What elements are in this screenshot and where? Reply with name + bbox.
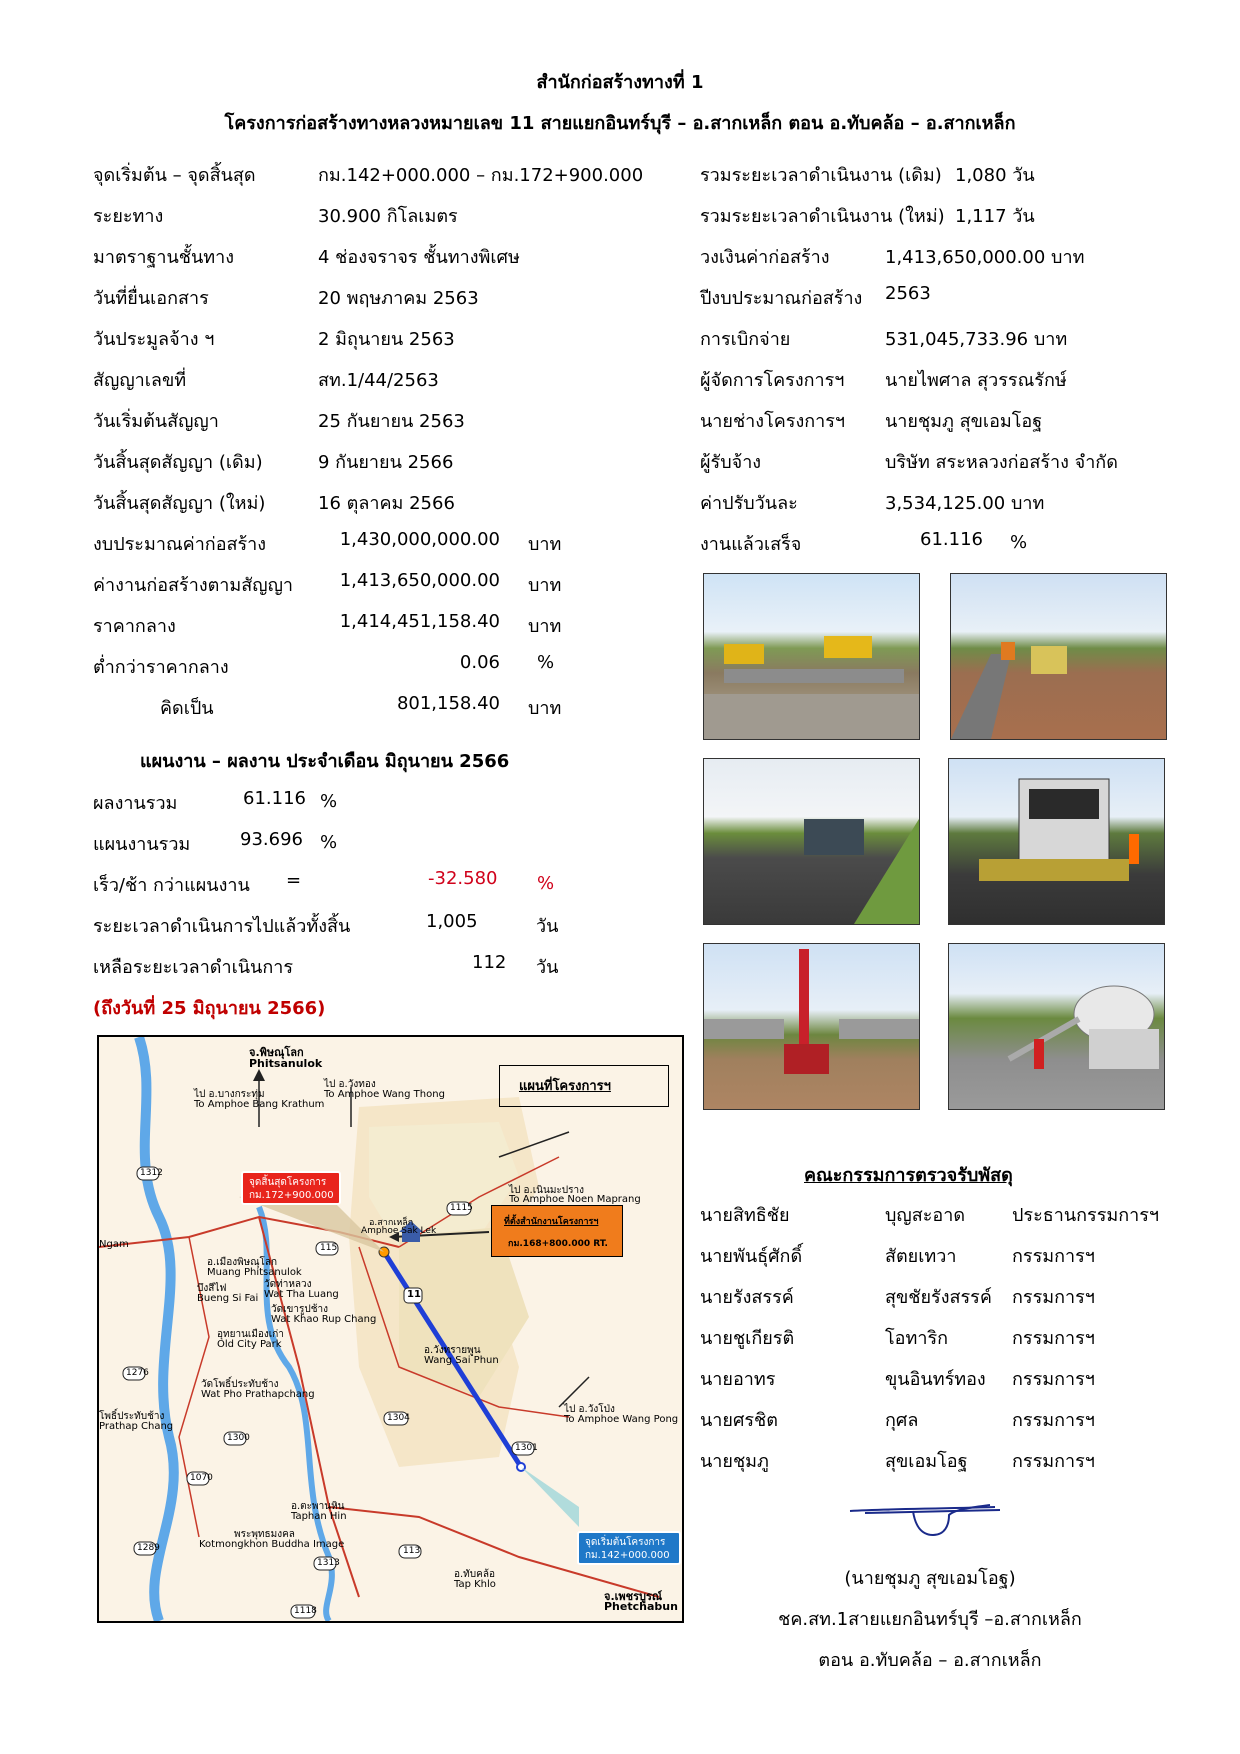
route-shield: 115 [320, 1243, 338, 1253]
elapsed-label: ระยะเวลาดำเนินการไปแล้วทั้งสิ้น [93, 916, 351, 937]
info-value: 531,045,733.96 บาท [885, 329, 1068, 350]
elapsed-value: 1,005 [426, 911, 478, 932]
info-label: วงเงินค่าก่อสร้าง [700, 247, 830, 268]
info-label: วันเริ่มต้นสัญญา [93, 411, 219, 432]
old-city-en: Old City Park [217, 1339, 282, 1350]
remain-unit: วัน [536, 957, 559, 978]
wat-tha-luang-en: Wat Tha Luang [264, 1289, 339, 1300]
end-point-km: กม.172+900.000 [249, 1190, 334, 1201]
info-label: นายช่างโครงการฯ [700, 411, 846, 432]
bueng-th: บึงสีไฟ [197, 1283, 227, 1294]
diff-label: เร็ว/ช้า กว่าแผนงาน [93, 875, 250, 896]
info-value: กม.142+000.000 – กม.172+900.000 [318, 165, 644, 186]
signer-name: (นายชุมภู สุขเอมโอฐ) [844, 1568, 1016, 1589]
south-province-th: จ.เพชรบูรณ์ [604, 1590, 663, 1603]
info-label: มาตราฐานชั้นทาง [93, 247, 235, 268]
start-point-badge [577, 1531, 681, 1565]
wang-sai-th: อ.วังทรายพูน [424, 1345, 481, 1356]
info-value: 2563 [885, 283, 931, 304]
money-unit: บาท [528, 616, 562, 637]
money-value: 801,158.40 [396, 693, 500, 714]
member-last-name: บุญสะอาด [885, 1205, 966, 1226]
member-role: กรรมการฯ [1012, 1451, 1095, 1472]
money-value: 1,414,451,158.40 [339, 611, 500, 632]
end-point-label: จุดสิ้นสุดโครงการ [249, 1177, 327, 1188]
member-role: กรรมการฯ [1012, 1246, 1095, 1267]
info-value: 1,117 วัน [955, 206, 1035, 227]
member-last-name: สุขชัยรังสรรค์ [885, 1287, 992, 1308]
site-photo-paver [948, 758, 1165, 925]
signer-position: ชค.สท.1สายแยกอินทร์บุรี –อ.สากเหล็ก [778, 1609, 1082, 1630]
info-value: 4 ช่องจราจร ชั้นทางพิเศษ [318, 247, 520, 268]
office-location-km: กม.168+800.000 RT. [508, 1239, 608, 1249]
remain-label: เหลือระยะเวลาดำเนินการ [93, 957, 294, 978]
member-role: กรรมการฯ [1012, 1328, 1095, 1349]
site-photo-asphalt-spray [703, 758, 920, 925]
wat-tha-luang-th: วัดท่าหลวง [264, 1279, 312, 1290]
taphan-th: อ.ตะพานหิน [291, 1501, 345, 1512]
info-value: นายไพศาล สุวรรณรักษ์ [885, 370, 1067, 391]
route-shield: 1301 [515, 1443, 538, 1453]
info-label: สัญญาเลขที่ [93, 370, 187, 391]
route-shield: 1312 [140, 1168, 163, 1178]
plan-value: 93.696 [240, 829, 303, 850]
pho-prathap-en: Prathap Chang [99, 1421, 174, 1432]
bueng-en: Bueng Si Fai [197, 1293, 259, 1304]
project-map [97, 1035, 684, 1623]
dir-wang-thong-th: ไป อ.วังทอง [324, 1079, 376, 1090]
wat-khao-th: วัดเขารูปช้าง [271, 1304, 328, 1315]
map-title-box [499, 1065, 669, 1107]
tapkhlo-th: อ.ทับคล้อ [454, 1569, 495, 1580]
muang-en: Muang Phitsanulok [207, 1267, 302, 1278]
member-first-name: นายพันธุ์ศักดิ์ [700, 1246, 803, 1267]
dir-noen-maprang-en: To Amphoe Noen Maprang [509, 1194, 641, 1205]
member-first-name: นายสิทธิชัย [700, 1205, 790, 1226]
info-label: รวมระยะเวลาดำเนินงาน (ใหม่) [700, 206, 945, 227]
buddha-en: Kotmongkhon Buddha Image [199, 1539, 345, 1550]
info-value: 1,413,650,000.00 บาท [885, 247, 1085, 268]
member-last-name: ขุนอินทร์ทอง [885, 1369, 986, 1390]
handwritten-signature [845, 1495, 1005, 1540]
route-shield: 113 [403, 1546, 421, 1556]
money-value: 0.06 [459, 652, 500, 673]
dir-bang-krathum-th: ไป อ.บางกระทุ่ม [194, 1089, 265, 1100]
info-label: วันประมูลจ้าง ฯ [93, 329, 215, 350]
completion-unit: % [1010, 532, 1028, 553]
actual-label: ผลงานรวม [93, 793, 178, 814]
wat-pho-en: Wat Pho Prathapchang [201, 1389, 315, 1400]
info-label: ผู้จัดการโครงการฯ [700, 370, 845, 391]
taphan-en: Taphan Hin [291, 1511, 347, 1522]
dir-wang-pong-th: ไป อ.วังโป่ง [564, 1404, 615, 1415]
info-label: วันสิ้นสุดสัญญา (ใหม่) [93, 493, 266, 514]
dir-wang-thong-en: To Amphoe Wang Thong [324, 1089, 445, 1100]
office-title: สำนักก่อสร้างทางที่ 1 [536, 72, 704, 93]
money-value: 1,413,650,000.00 [339, 570, 500, 591]
money-unit: บาท [528, 698, 562, 719]
completion-value: 61.116 [920, 529, 983, 550]
actual-unit: % [320, 791, 338, 812]
info-value: 25 กันยายน 2563 [318, 411, 465, 432]
info-label: รวมระยะเวลาดำเนินงาน (เดิม) [700, 165, 942, 186]
info-value: 30.900 กิโลเมตร [318, 206, 458, 227]
money-unit: บาท [528, 575, 562, 596]
committee-title: คณะกรรมการตรวจรับพัสดุ [804, 1165, 1013, 1186]
tapkhlo-en: Tap Khlo [454, 1579, 496, 1590]
route-shield: 1115 [450, 1203, 473, 1213]
end-point-badge [241, 1171, 341, 1205]
member-first-name: นายชูเกียรติ [700, 1328, 795, 1349]
start-point-km: กม.142+000.000 [585, 1550, 670, 1561]
money-label: งบประมาณค่าก่อสร้าง [93, 534, 267, 555]
route-shield: 1276 [126, 1368, 149, 1378]
info-label: การเบิกจ่าย [700, 329, 791, 350]
money-label: ค่างานก่อสร้างตามสัญญา [93, 575, 294, 596]
wat-pho-th: วัดโพธิ์ประทับช้าง [201, 1379, 279, 1390]
actual-value: 61.116 [243, 788, 306, 809]
info-label: วันที่ยื่นเอกสาร [93, 288, 209, 309]
money-label: ราคากลาง [93, 616, 176, 637]
north-province-th: จ.พิษณุโลก [249, 1046, 304, 1059]
wat-khao-en: Wat Khao Rup Chang [271, 1314, 377, 1325]
info-value: 9 กันยายน 2566 [318, 452, 454, 473]
info-label: ผู้รับจ้าง [700, 452, 762, 473]
route-shield: 1304 [387, 1413, 410, 1423]
dir-wang-pong-en: To Amphoe Wang Pong [564, 1414, 679, 1425]
sak-lek-en: Amphoe Sak Lek [361, 1226, 437, 1236]
site-photo-concrete-truck [948, 943, 1165, 1110]
diff-equals: = [286, 870, 302, 891]
remain-value: 112 [472, 952, 507, 973]
completion-label: งานแล้วเสร็จ [700, 534, 802, 555]
ngam-label: Ngam [99, 1239, 129, 1250]
plan-unit: % [320, 832, 338, 853]
member-first-name: นายอาทร [700, 1369, 776, 1390]
member-role: กรรมการฯ [1012, 1287, 1095, 1308]
muang-th: อ.เมืองพิษณุโลก [207, 1257, 278, 1268]
old-city-th: อุทยานเมืองเก่า [217, 1329, 284, 1340]
route-shield: 1313 [317, 1558, 340, 1568]
diff-value: -32.580 [428, 868, 498, 889]
north-province-en: Phitsanulok [249, 1057, 323, 1070]
info-label: ปีงบประมาณก่อสร้าง [700, 288, 863, 309]
start-point-label: จุดเริ่มต้นโครงการ [585, 1537, 666, 1548]
info-value: 20 พฤษภาคม 2563 [318, 288, 479, 309]
member-first-name: นายศรชิต [700, 1410, 778, 1431]
info-label: จุดเริ่มต้น – จุดสิ้นสุด [93, 165, 256, 186]
info-label: ค่าปรับวันละ [700, 493, 798, 514]
info-value: 1,080 วัน [955, 165, 1035, 186]
money-unit: % [537, 652, 555, 673]
sak-lek-th: อ.สากเหล็ก [369, 1218, 414, 1228]
info-value: 3,534,125.00 บาท [885, 493, 1045, 514]
route-shield: 1300 [227, 1433, 250, 1443]
map-title: แผนที่โครงการฯ [519, 1079, 611, 1094]
info-value: บริษัท สระหลวงก่อสร้าง จำกัด [885, 452, 1118, 473]
site-photo-excavation [703, 573, 920, 740]
elapsed-unit: วัน [536, 916, 559, 937]
info-label: ระยะทาง [93, 206, 164, 227]
office-location-box [491, 1205, 623, 1257]
plan-title: แผนงาน – ผลงาน ประจำเดือน มิถุนายน 2566 [140, 751, 510, 772]
info-value: นายชุมภู สุขเอมโอฐ [885, 411, 1043, 432]
pho-prathap-th: โพธิ์ประทับช้าง [99, 1411, 165, 1422]
info-value: 2 มิถุนายน 2563 [318, 329, 455, 350]
member-role: ประธานกรรมการฯ [1012, 1205, 1160, 1226]
south-province-en: Phetchabun [604, 1600, 678, 1613]
route-shield-11: 11 [407, 1289, 421, 1300]
member-role: กรรมการฯ [1012, 1369, 1095, 1390]
member-role: กรรมการฯ [1012, 1410, 1095, 1431]
info-value: สท.1/44/2563 [318, 370, 439, 391]
member-first-name: นายรังสรรค์ [700, 1287, 794, 1308]
site-photo-road-roller [950, 573, 1167, 740]
signer-section: ตอน อ.ทับคล้อ – อ.สากเหล็ก [818, 1650, 1042, 1671]
money-unit: บาท [528, 534, 562, 555]
info-label: วันสิ้นสุดสัญญา (เดิม) [93, 452, 263, 473]
member-last-name: สุขเอมโอฐ [885, 1451, 968, 1472]
money-label: คิดเป็น [160, 698, 214, 719]
diff-unit: % [537, 873, 555, 894]
money-value: 1,430,000,000.00 [339, 529, 500, 550]
route-shield: 1070 [190, 1473, 213, 1483]
route-shield: 1289 [137, 1543, 160, 1553]
member-last-name: สัตยเทวา [885, 1246, 957, 1267]
project-title: โครงการก่อสร้างทางหลวงหมายเลข 11 สายแยกอินทร์บุรี – อ.สากเหล็ก ตอน อ.ทับคล้อ – อ.สากเหล็ก [224, 113, 1016, 134]
site-photo-pile-driver [703, 943, 920, 1110]
money-label: ต่ำกว่าราคากลาง [93, 657, 229, 678]
route-shield: 1118 [294, 1606, 317, 1616]
office-location-label: ที่ตั้งสำนักงานโครงการฯ [504, 1217, 599, 1227]
dir-noen-maprang-th: ไป อ.เนินมะปราง [509, 1185, 585, 1196]
member-last-name: กุศล [885, 1410, 919, 1431]
wang-sai-en: Wang Sai Phun [424, 1355, 499, 1366]
as-of-date: (ถึงวันที่ 25 มิถุนายน 2566) [93, 998, 326, 1019]
buddha-th: พระพุทธมงคล [234, 1529, 295, 1540]
plan-label: แผนงานรวม [93, 834, 191, 855]
member-last-name: โอทาริก [885, 1328, 949, 1349]
dir-bang-krathum-en: To Amphoe Bang Krathum [194, 1099, 325, 1110]
info-value: 16 ตุลาคม 2566 [318, 493, 455, 514]
member-first-name: นายชุมภู [700, 1451, 769, 1472]
